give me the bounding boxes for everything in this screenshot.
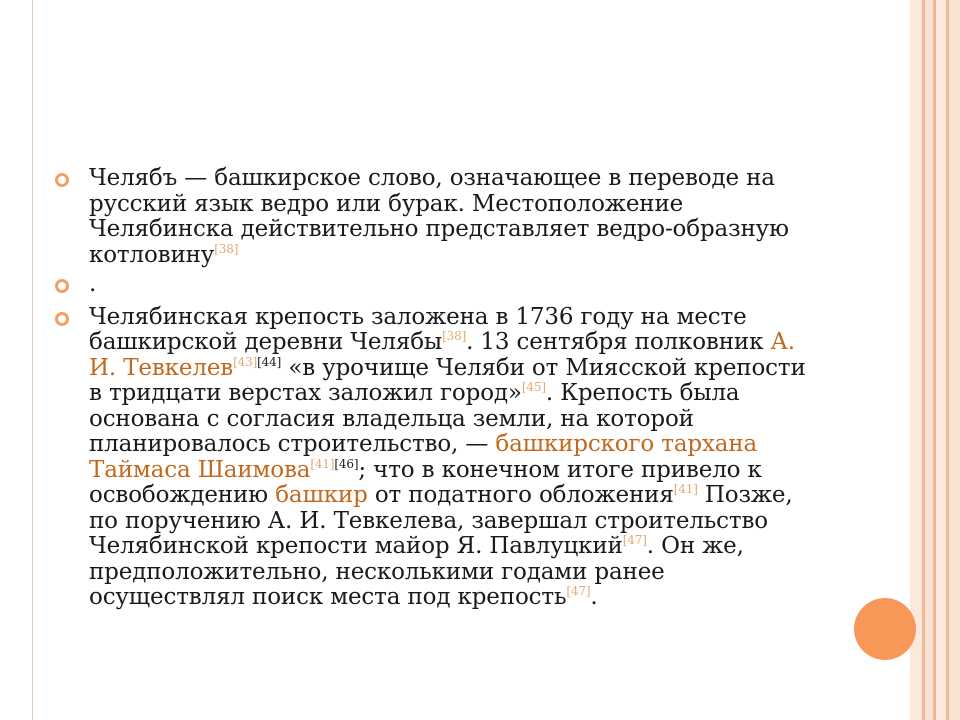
- link-shaimov[interactable]: башкирского тархана Таймаса Шаимова: [89, 431, 758, 483]
- list-item: [55, 305, 825, 611]
- text-segment: «в урочище Челяби от Миясской крепости в тридцати верстах заложил город»: [89, 354, 806, 406]
- footnote-ref[interactable]: [45]: [521, 380, 546, 394]
- text-segment: . Крепость была основана с согласия владельца земли, на которой планировалось строительство, —: [89, 380, 740, 457]
- text-segment: ; что в конечном итоге привело к освобождению: [89, 456, 762, 508]
- decorative-stripes: [910, 0, 960, 720]
- stripe: [910, 0, 922, 720]
- text-segment: . 13 сентября полковник: [466, 329, 771, 355]
- text-segment: Позже, по поручению А. И. Тевкелева, завершал строительство Челябинской крепости майор Я. Павлуцкий: [89, 482, 793, 559]
- paragraph-text: [89, 166, 825, 268]
- text-segment: .: [89, 271, 97, 297]
- link-tevkelev[interactable]: А. И. Тевкелев: [89, 329, 795, 381]
- bullet-icon: [55, 173, 69, 187]
- footnote-ref[interactable]: [38]: [214, 241, 239, 256]
- text-segment: Челябъ — башкирское слово, означающее в переводе на русский язык ведро или бурак. Местоположение Челябинска действительно представляет ведро-образную котловину: [89, 165, 789, 268]
- footnote-ref[interactable]: [47]: [622, 533, 647, 547]
- footnote-ref[interactable]: [41]: [673, 482, 698, 496]
- text-segment: Челябинская крепость заложена в 1736 году на месте башкирской деревни Челябы: [89, 303, 747, 355]
- footnote-ref[interactable]: [38]: [442, 329, 467, 343]
- text-segment: . Он же, предположительно, несколькими годами ранее осуществлял поиск места под крепость: [89, 533, 744, 610]
- decorative-circle: [854, 598, 916, 660]
- text-segment: .: [590, 584, 598, 610]
- footnote-ref[interactable]: [44]: [257, 354, 282, 369]
- footnote-ref[interactable]: [47]: [566, 584, 591, 598]
- footnote-ref[interactable]: [46]: [334, 456, 359, 471]
- link-bashkir[interactable]: башкир: [275, 482, 368, 508]
- footnote-ref[interactable]: [41]: [310, 456, 335, 471]
- footnote-ref[interactable]: [43]: [233, 354, 258, 369]
- list-item: [55, 272, 825, 298]
- paragraph-text: [89, 305, 825, 611]
- bullet-icon: [55, 312, 69, 326]
- stripe: [936, 0, 946, 720]
- slide-content: [55, 166, 825, 611]
- stripe: [949, 0, 960, 720]
- list-item: [55, 166, 825, 268]
- stripe: [925, 0, 933, 720]
- paragraph-text: [89, 272, 825, 298]
- text-segment: от податного обложения: [367, 482, 674, 508]
- bullet-icon: [55, 279, 69, 293]
